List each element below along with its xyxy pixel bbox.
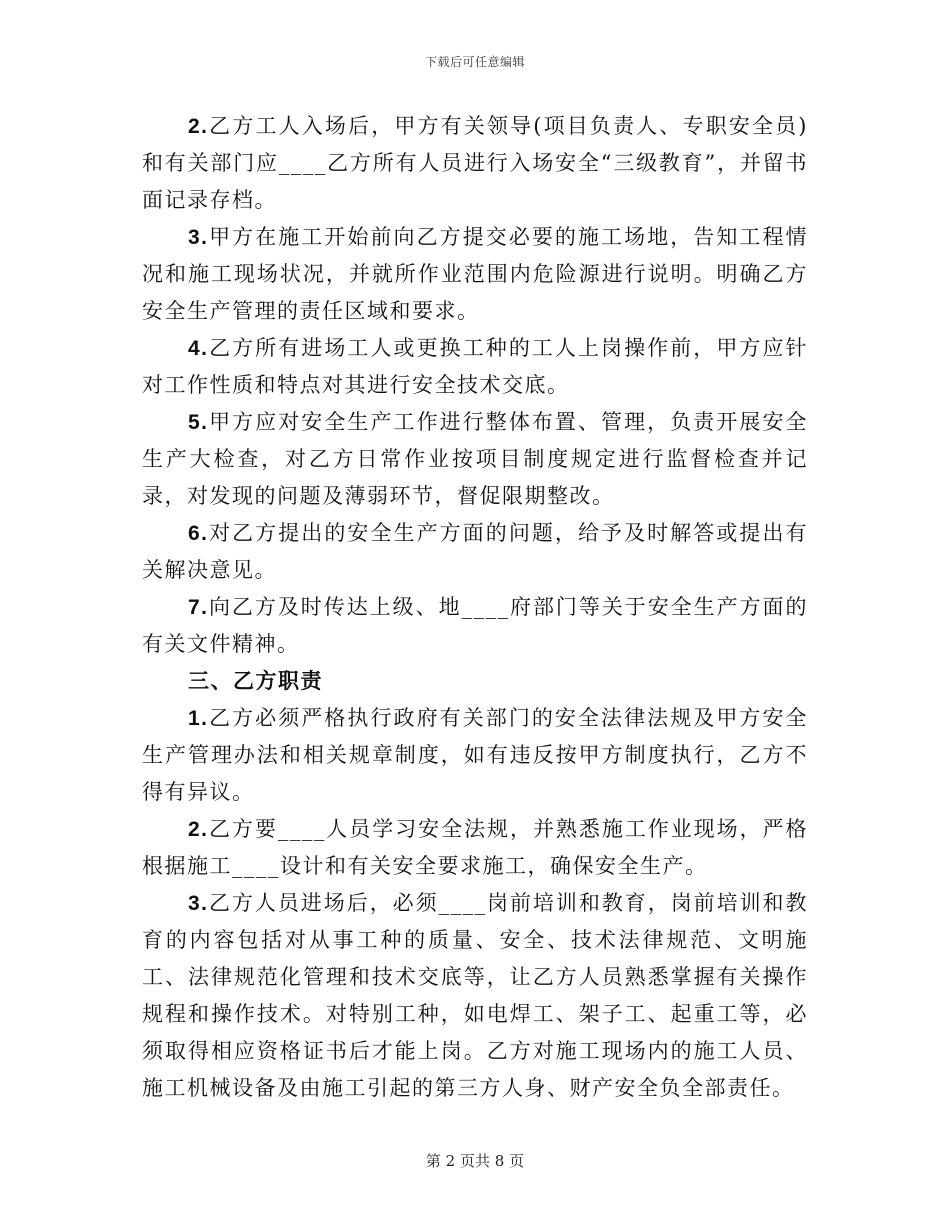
item-number: 2. [188,818,209,841]
item-text: 乙方工人入场后，甲方有关领导(项目负责人、专职安全员)和有关部门应____乙方所有人员进行入场安全“三级教育”，并留书面记录存档。 [142,114,808,212]
item-text: 乙方要____人员学习安全法规，并熟悉施工作业现场，严格根据施工____设计和有关安全要求施工，确保安全生产。 [142,817,808,878]
list-item [142,404,808,515]
list-item [142,330,808,404]
item-text: 乙方必须严格执行政府有关部门的安全法律法规及甲方安全生产管理办法和相关规章制度，如有违反按甲方制度执行，乙方不得有异议。 [142,706,808,804]
item-text: 乙方所有进场工人或更换工种的工人上岗操作前，甲方应针对工作性质和特点对其进行安全技术交底。 [142,336,808,397]
page-header: 下载后可任意编辑 [424,55,525,69]
item-text: 向乙方及时传达上级、地____府部门等关于安全生产方面的有关文件精神。 [142,595,808,656]
item-number: 5. [188,411,209,434]
item-number: 3. [188,892,209,915]
item-text: 对乙方提出的安全生产方面的问题，给予及时解答或提出有关解决意见。 [142,521,808,582]
list-item [142,108,808,219]
list-item [142,811,808,885]
list-item [142,885,808,1107]
item-number: 6. [188,522,209,545]
item-text: 乙方人员进场后，必须____岗前培训和教育，岗前培训和教育的内容包括对从事工种的质量、安全、技术法律规范、文明施工、法律规范化管理和技术交底等，让乙方人员熟悉掌握有关操作规程和操作技术。对特别工种，如电焊工、架子工、起重工等，必须取得相应资格证书后才能上岗。乙方对施工现场内的施工人员、施工机械设备及由施工引起的第三方人身、财产安全负全部责任。 [142,891,808,1100]
list-item [142,700,808,811]
item-number: 2. [188,115,209,138]
list-item [142,219,808,330]
document-body [142,108,808,1107]
item-text: 甲方应对安全生产工作进行整体布置、管理，负责开展安全生产大检查，对乙方日常作业按项目制度规定进行监督检查并记录，对发现的问题及薄弱环节，督促限期整改。 [142,410,808,508]
item-number: 1. [188,707,209,730]
item-number: 4. [188,337,209,360]
item-number: 3. [188,226,209,249]
section-heading: 三、乙方职责 [188,669,323,693]
item-number: 7. [188,596,209,619]
list-item [142,515,808,589]
page-footer: 第 2 页共 8 页 [425,1152,525,1170]
list-item [142,589,808,663]
item-text: 甲方在施工开始前向乙方提交必要的施工场地，告知工程情况和施工现场状况，并就所作业范围内危险源进行说明。明确乙方安全生产管理的责任区域和要求。 [142,225,808,323]
